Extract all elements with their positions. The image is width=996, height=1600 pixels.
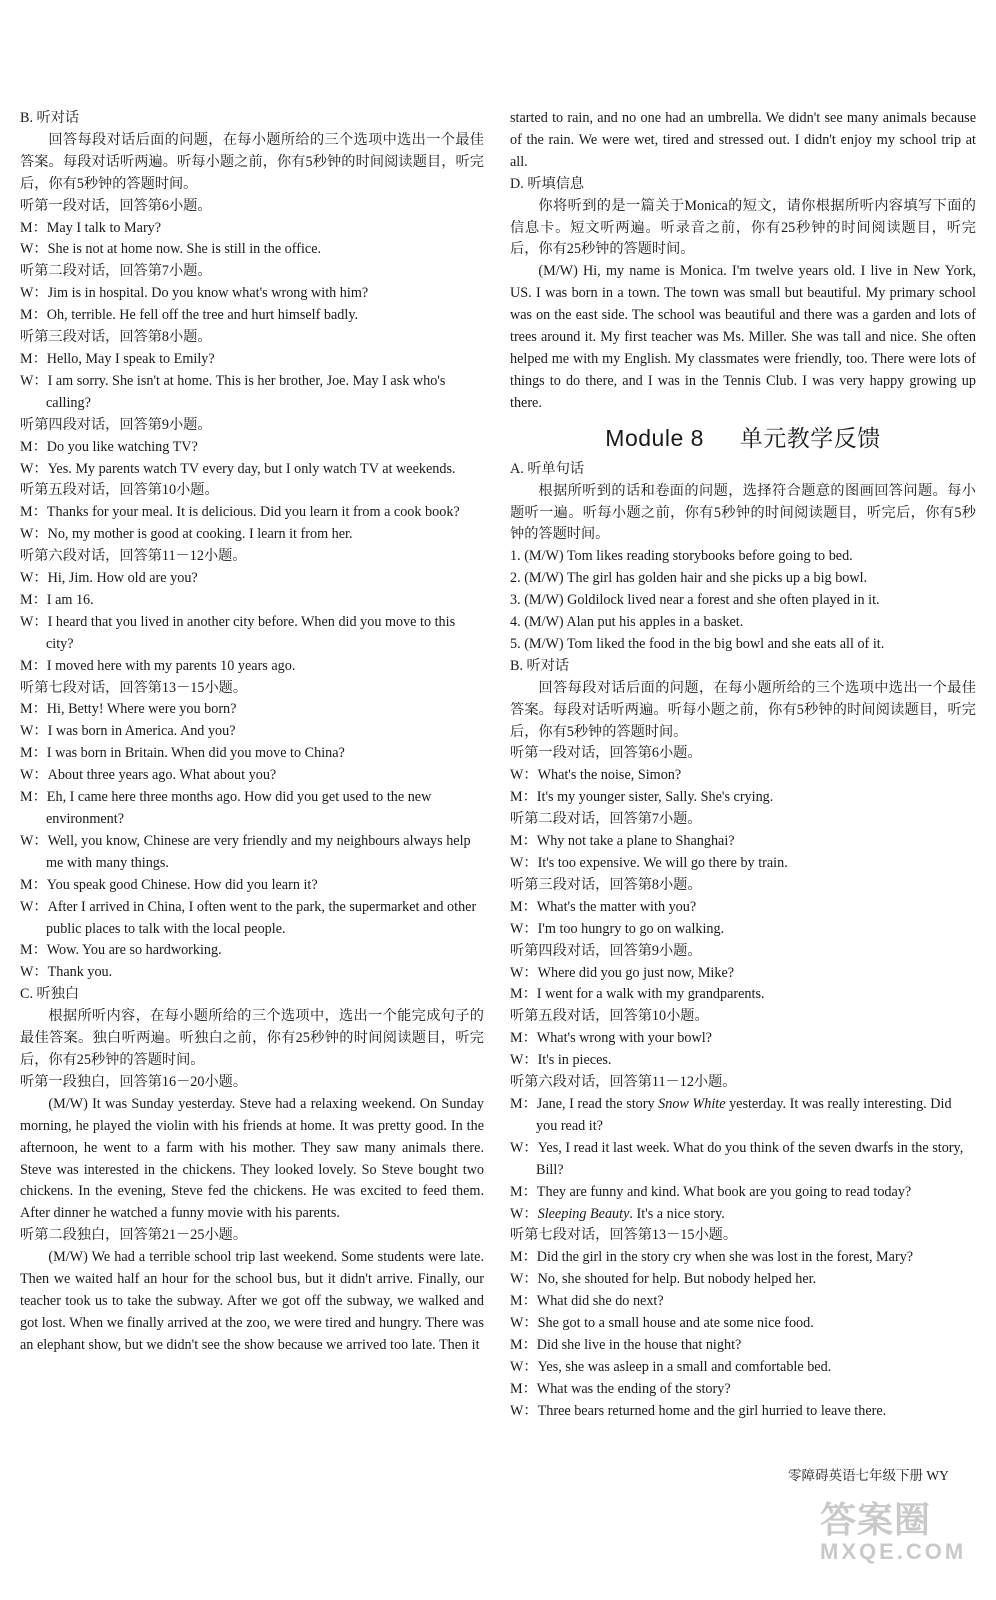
question-item: 3. (M/W) Goldilock lived near a forest and she often played in it. — [510, 592, 880, 609]
dialogue-line: W：No, my mother is good at cooking. I learn it from her. — [20, 526, 353, 543]
module-heading — [510, 421, 976, 455]
dialogue-line: M：What did she do next? — [510, 1293, 664, 1310]
dialogue-intro: 听第一段对话，回答第6小题。 — [510, 745, 702, 762]
section-b-dialogues — [20, 196, 484, 985]
dialogue-line: W：Jim is in hospital. Do you know what's wrong with him? — [20, 285, 369, 302]
question-item: 1. (M/W) Tom likes reading storybooks before going to bed. — [510, 548, 853, 565]
question-item: 2. (M/W) The girl has golden hair and she picks up a big bowl. — [510, 570, 868, 587]
dialogue-line: M：I moved here with my parents 10 years ago. — [20, 657, 296, 674]
module-title: Module 8 — [605, 424, 704, 451]
dialogue-line: W：Where did you go just now, Mike? — [510, 964, 735, 981]
section-b2-instructions: 回答每段对话后面的问题，在每小题所给的三个选项中选出一个最佳答案。每段对话听两遍。听每小题之前，你有5秒钟的时间阅读题目，听完后，你有5秒钟的答题时间。 — [510, 679, 976, 740]
dialogue-intro: 听第二段对话，回答第7小题。 — [510, 811, 702, 828]
question-item: 5. (M/W) Tom liked the food in the big bowl and she eats all of it. — [510, 635, 885, 652]
dialogue-line: W：I'm too hungry to go on walking. — [510, 920, 725, 937]
section-d-instructions: 你将听到的是一篇关于Monica的短文，请你根据所听内容填写下面的信息卡。短文听两遍。听录音之前，你有25秒钟的时间阅读题目，听完后，你有25秒钟的答题时间。 — [510, 197, 976, 258]
dialogue-line: W：No, she shouted for help. But nobody helped her. — [510, 1271, 817, 1288]
dialogue-intro: 听第三段对话，回答第8小题。 — [510, 876, 702, 893]
dialogue-line: W：Yes, I read it last week. What do you think of the seven dwarfs in the story, Bill? — [510, 1139, 964, 1178]
dialogue-line: M：It's my younger sister, Sally. She's crying. — [510, 789, 774, 806]
dialogue-line: W：After I arrived in China, I often went to the park, the supermarket and other public places to talk with the local people. — [20, 898, 477, 937]
dialogue-line: W：What's the noise, Simon? — [510, 767, 682, 784]
dialogue-line: W：About three years ago. What about you? — [20, 767, 277, 784]
dialogue-intro: 听第六段对话，回答第11－12小题。 — [20, 548, 247, 565]
dialogue-line: M：I was born in Britain. When did you move to China? — [20, 745, 345, 762]
dialogue-intro: 听第七段对话，回答第13－15小题。 — [510, 1227, 738, 1244]
dialogue-line: M：You speak good Chinese. How did you learn it? — [20, 876, 318, 893]
dialogue-line: M：May I talk to Mary? — [20, 219, 162, 236]
dialogue-line: W：Thank you. — [20, 964, 113, 981]
dialogue-line: M：I am 16. — [20, 591, 94, 608]
dialogue-text: W： — [510, 1205, 538, 1222]
dialogue-line: M：What was the ending of the story? — [510, 1380, 731, 1397]
dialogue-line: W：Well, you know, Chinese are very friendly and my neighbours always help me with many things. — [20, 832, 471, 871]
dialogue-intro: 听第四段对话，回答第9小题。 — [20, 416, 212, 433]
dialogue-intro: 听第七段对话，回答第13－15小题。 — [20, 679, 248, 696]
watermark-url: MXQE.COM — [820, 1539, 967, 1564]
section-a-instructions: 根据所听到的话和卷面的问题，选择符合题意的图画回答问题。每小题听一遍。听每小题之前，你有5秒钟的时间阅读题目，听完后，你有5秒钟的答题时间。 — [510, 482, 976, 543]
dialogue-line: W：Hi, Jim. How old are you? — [20, 570, 198, 587]
dialogue-line: M：What's wrong with your bowl? — [510, 1030, 712, 1047]
left-column — [20, 108, 484, 1357]
dialogue-line: M：Why not take a plane to Shanghai? — [510, 833, 735, 850]
monologue-2-text: (M/W) We had a terrible school trip last weekend. Some students were late. Then we waited half an hour for the school bus, but it didn't arrive. Finally, our teacher took us to take the subway. After we got off the subway, we walked and got lost. When we finally arrived at the zoo, we were tired and hungry. There was an elephant show, but we didn't see the show because we arrived too late. Then it — [20, 1249, 484, 1353]
dialogue-intro: 听第三段对话，回答第8小题。 — [20, 329, 212, 346]
dialogue-line: M：Oh, terrible. He fell off the tree and hurt himself badly. — [20, 307, 359, 324]
dialogue-line: W：She got to a small house and ate some nice food. — [510, 1315, 814, 1332]
dialogue-line: M：Do you like watching TV? — [20, 438, 198, 455]
dialogue-text: . It's a nice story. — [629, 1205, 725, 1222]
book-title: Sleeping Beauty — [537, 1205, 630, 1222]
section-b2-dialogues — [510, 743, 976, 1094]
dialogue-intro: 听第二段对话，回答第7小题。 — [20, 263, 212, 280]
dialogue-line: M：Hi, Betty! Where were you born? — [20, 701, 237, 718]
dialogue-line — [510, 1204, 976, 1226]
section-a-items — [510, 546, 976, 656]
dialogue-line: W：She is not at home now. She is still in the office. — [20, 241, 322, 258]
section-c-heading: C. 听独白 — [20, 986, 80, 1003]
monologue-1-intro: 听第一段独白，回答第16－20小题。 — [20, 1073, 248, 1090]
watermark-logo — [820, 1500, 970, 1580]
dialogue-intro: 听第五段对话，回答第10小题。 — [20, 482, 219, 499]
dialogue-line: W：Yes, she was asleep in a small and comfortable bed. — [510, 1358, 832, 1375]
dialogue-text: yesterday. It was really interesting. Did you read it? — [536, 1095, 952, 1134]
dialogue-line: M：Eh, I came here three months ago. How did you get used to the new environment? — [20, 789, 432, 827]
page-footer: 零障碍英语七年级下册 WY — [788, 1468, 949, 1483]
monologue-1-text: (M/W) It was Sunday yesterday. Steve had a relaxing weekend. On Sunday morning, he played the violin with his friends at home. It was pretty good. In the afternoon, he went to a farm with his mother. They saw many animals there. Steve was interested in the chickens. They looked lovely. So Steve bought two chickens. In the evening, Steve fed the chickens. He was excited to feed them. After dinner he watched a funny movie with his parents. — [20, 1095, 484, 1222]
section-a-heading: A. 听单句话 — [510, 460, 585, 477]
monologue-2-continuation: started to rain, and no one had an umbrella. We didn't see many animals because of the rain. We were wet, tired and stressed out. I didn't enjoy my school trip at all. — [510, 110, 976, 170]
dialogue-text: M：Jane, I read the story — [510, 1095, 659, 1112]
watermark-text: 答案圈 — [820, 1499, 932, 1540]
dialogue-line: W：It's in pieces. — [510, 1052, 612, 1069]
dialogue-line: W：I am sorry. She isn't at home. This is her brother, Joe. May I ask who's calling? — [20, 372, 446, 411]
right-column — [510, 108, 976, 1423]
dialogue-line: W：I was born in America. And you? — [20, 723, 236, 740]
dialogue-line: M：Did the girl in the story cry when she was lost in the forest, Mary? — [510, 1249, 914, 1266]
section-d-text: (M/W) Hi, my name is Monica. I'm twelve years old. I live in New York, US. I was born in a town. The town was small but beautiful. My primary school was on the east side. The school was beautiful and there was a garden and lots of trees around it. My first teacher was Ms. Miller. She was tall and nice. She often helped me with my English. My classmates were friendly, too. There were lots of things to do there, and I was in the Tennis Club. I was very happy growing up there. — [510, 263, 976, 411]
section-b2-heading: B. 听对话 — [510, 657, 570, 674]
dialogue-intro: 听第六段对话，回答第11－12小题。 — [510, 1074, 737, 1091]
dialogue-line: M：Did she live in the house that night? — [510, 1336, 742, 1353]
dialogue-line — [510, 1094, 976, 1138]
dialogue-intro: 听第一段对话，回答第6小题。 — [20, 197, 212, 214]
dialogue-line: M：I went for a walk with my grandparents. — [510, 986, 765, 1003]
section-c-instructions: 根据所听内容，在每小题所给的三个选项中，选出一个能完成句子的最佳答案。独白听两遍。听独白之前，你有25秒钟的时间阅读题目，听完后，你有25秒钟的答题时间。 — [20, 1008, 484, 1068]
module-subtitle: 单元教学反馈 — [739, 424, 881, 451]
book-title: Snow White — [658, 1095, 726, 1112]
section-d-heading: D. 听填信息 — [510, 175, 585, 192]
dialogue-line: W：It's too expensive. We will go there by train. — [510, 855, 788, 871]
section-b-instructions: 回答每段对话后面的问题，在每小题所给的三个选项中选出一个最佳答案。每段对话听两遍。听每小题之前，你有5秒钟的时间阅读题目，听完后，你有5秒钟的答题时间。 — [20, 131, 484, 192]
dialogue-line: M：Thanks for your meal. It is delicious. Did you learn it from a cook book? — [20, 504, 460, 521]
dialogue-line: W：Three bears returned home and the girl hurried to leave there. — [510, 1402, 887, 1419]
dialogue-line: W：Yes. My parents watch TV every day, but I only watch TV at weekends. — [20, 460, 456, 477]
dialogue-intro: 听第四段对话，回答第9小题。 — [510, 942, 702, 959]
monologue-2-intro: 听第二段独白，回答第21－25小题。 — [20, 1227, 248, 1244]
dialogue-line: M：What's the matter with you? — [510, 898, 697, 915]
dialogue-line: M：Wow. You are so hardworking. — [20, 942, 222, 959]
dialogue-line: M：Hello, May I speak to Emily? — [20, 350, 215, 367]
section-b-heading: B. 听对话 — [20, 110, 80, 126]
dialogue-intro: 听第五段对话，回答第10小题。 — [510, 1008, 709, 1025]
dialogue-line: W：I heard that you lived in another city before. When did you move to this city? — [20, 613, 456, 652]
dialogue-line: M：They are funny and kind. What book are you going to read today? — [510, 1183, 912, 1200]
question-item: 4. (M/W) Alan put his apples in a basket. — [510, 614, 744, 631]
section-b2-dialogues-end — [510, 1225, 976, 1422]
